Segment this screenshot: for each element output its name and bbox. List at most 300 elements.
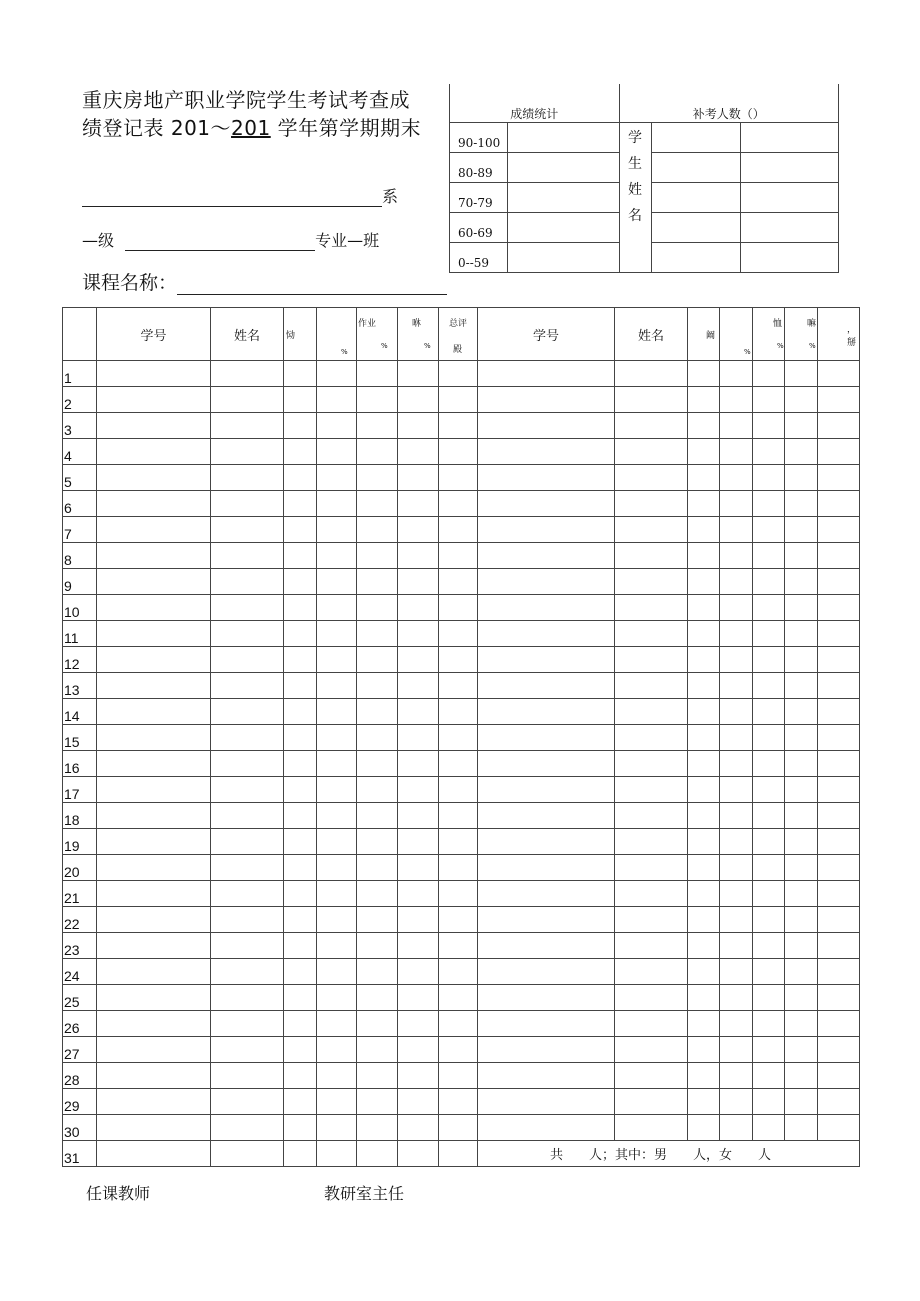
grade-cell[interactable] xyxy=(785,1063,818,1089)
grade-cell[interactable] xyxy=(211,1011,284,1037)
grade-cell[interactable] xyxy=(688,595,720,621)
grade-cell[interactable] xyxy=(398,855,439,881)
grade-cell[interactable] xyxy=(478,673,615,699)
grade-cell[interactable] xyxy=(439,361,478,387)
grade-cell[interactable] xyxy=(97,751,211,777)
grade-cell[interactable] xyxy=(785,699,818,725)
grade-cell[interactable] xyxy=(615,855,688,881)
grade-cell[interactable] xyxy=(284,387,317,413)
grade-cell[interactable] xyxy=(317,673,357,699)
grade-cell[interactable] xyxy=(357,803,398,829)
grade-cell[interactable] xyxy=(398,777,439,803)
grade-cell[interactable] xyxy=(818,933,860,959)
grade-cell[interactable] xyxy=(720,725,753,751)
grade-cell[interactable] xyxy=(284,673,317,699)
grade-cell[interactable] xyxy=(357,413,398,439)
grade-cell[interactable] xyxy=(720,751,753,777)
grade-cell[interactable] xyxy=(439,933,478,959)
grade-cell[interactable] xyxy=(284,959,317,985)
grade-cell[interactable] xyxy=(357,725,398,751)
grade-cell[interactable] xyxy=(615,1089,688,1115)
grade-cell[interactable] xyxy=(284,595,317,621)
grade-cell[interactable] xyxy=(398,361,439,387)
grade-cell[interactable] xyxy=(478,881,615,907)
grade-cell[interactable] xyxy=(284,829,317,855)
grade-cell[interactable] xyxy=(357,621,398,647)
grade-cell[interactable] xyxy=(439,621,478,647)
grade-cell[interactable] xyxy=(753,881,785,907)
grade-cell[interactable] xyxy=(357,673,398,699)
grade-cell[interactable] xyxy=(317,1115,357,1141)
grade-cell[interactable] xyxy=(439,777,478,803)
grade-cell[interactable] xyxy=(478,751,615,777)
grade-cell[interactable] xyxy=(478,595,615,621)
grade-cell[interactable] xyxy=(398,465,439,491)
grade-cell[interactable] xyxy=(284,933,317,959)
grade-cell[interactable] xyxy=(615,543,688,569)
grade-cell[interactable] xyxy=(615,933,688,959)
grade-cell[interactable] xyxy=(785,361,818,387)
grade-cell[interactable] xyxy=(818,491,860,517)
makeup-name-cell[interactable] xyxy=(741,123,839,153)
grade-cell[interactable] xyxy=(284,517,317,543)
grade-cell[interactable] xyxy=(753,673,785,699)
grade-cell[interactable] xyxy=(317,647,357,673)
grade-cell[interactable] xyxy=(818,959,860,985)
grade-cell[interactable] xyxy=(720,881,753,907)
grade-cell[interactable] xyxy=(97,959,211,985)
grade-cell[interactable] xyxy=(785,985,818,1011)
grade-cell[interactable] xyxy=(398,387,439,413)
grade-cell[interactable] xyxy=(753,517,785,543)
grade-cell[interactable] xyxy=(357,1037,398,1063)
grade-cell[interactable] xyxy=(97,699,211,725)
grade-cell[interactable] xyxy=(720,413,753,439)
grade-cell[interactable] xyxy=(615,699,688,725)
grade-cell[interactable] xyxy=(284,803,317,829)
grade-cell[interactable] xyxy=(720,1089,753,1115)
grade-cell[interactable] xyxy=(439,439,478,465)
grade-cell[interactable] xyxy=(284,1141,317,1167)
grade-cell[interactable] xyxy=(688,569,720,595)
grade-cell[interactable] xyxy=(720,647,753,673)
grade-cell[interactable] xyxy=(211,543,284,569)
grade-cell[interactable] xyxy=(785,959,818,985)
grade-cell[interactable] xyxy=(688,1011,720,1037)
grade-cell[interactable] xyxy=(753,569,785,595)
grade-cell[interactable] xyxy=(211,699,284,725)
grade-cell[interactable] xyxy=(720,673,753,699)
grade-cell[interactable] xyxy=(439,959,478,985)
grade-cell[interactable] xyxy=(615,673,688,699)
grade-cell[interactable] xyxy=(615,959,688,985)
grade-cell[interactable] xyxy=(97,621,211,647)
grade-cell[interactable] xyxy=(97,543,211,569)
grade-cell[interactable] xyxy=(398,413,439,439)
grade-cell[interactable] xyxy=(818,647,860,673)
grade-cell[interactable] xyxy=(357,543,398,569)
grade-cell[interactable] xyxy=(317,1011,357,1037)
grade-cell[interactable] xyxy=(398,1037,439,1063)
grade-cell[interactable] xyxy=(720,1011,753,1037)
grade-cell[interactable] xyxy=(211,673,284,699)
grade-cell[interactable] xyxy=(615,595,688,621)
grade-cell[interactable] xyxy=(439,881,478,907)
grade-cell[interactable] xyxy=(818,465,860,491)
grade-cell[interactable] xyxy=(211,803,284,829)
grade-cell[interactable] xyxy=(398,803,439,829)
grade-cell[interactable] xyxy=(97,803,211,829)
grade-cell[interactable] xyxy=(284,985,317,1011)
grade-cell[interactable] xyxy=(357,647,398,673)
grade-cell[interactable] xyxy=(398,1115,439,1141)
grade-cell[interactable] xyxy=(97,413,211,439)
grade-cell[interactable] xyxy=(478,361,615,387)
grade-cell[interactable] xyxy=(97,569,211,595)
grade-cell[interactable] xyxy=(688,881,720,907)
grade-cell[interactable] xyxy=(478,959,615,985)
grade-cell[interactable] xyxy=(688,1115,720,1141)
grade-cell[interactable] xyxy=(284,465,317,491)
grade-cell[interactable] xyxy=(211,465,284,491)
grade-cell[interactable] xyxy=(818,595,860,621)
grade-cell[interactable] xyxy=(818,439,860,465)
grade-cell[interactable] xyxy=(615,777,688,803)
makeup-name-cell[interactable] xyxy=(651,153,741,183)
grade-cell[interactable] xyxy=(785,855,818,881)
grade-cell[interactable] xyxy=(357,933,398,959)
range-count-cell[interactable] xyxy=(507,243,619,273)
grade-cell[interactable] xyxy=(357,439,398,465)
grade-cell[interactable] xyxy=(478,725,615,751)
makeup-name-cell[interactable] xyxy=(651,183,741,213)
grade-cell[interactable] xyxy=(357,1141,398,1167)
grade-cell[interactable] xyxy=(357,595,398,621)
grade-cell[interactable] xyxy=(688,777,720,803)
grade-cell[interactable] xyxy=(97,673,211,699)
grade-cell[interactable] xyxy=(317,933,357,959)
grade-cell[interactable] xyxy=(753,387,785,413)
grade-cell[interactable] xyxy=(97,595,211,621)
grade-cell[interactable] xyxy=(317,777,357,803)
grade-cell[interactable] xyxy=(357,517,398,543)
grade-cell[interactable] xyxy=(615,1115,688,1141)
grade-cell[interactable] xyxy=(317,413,357,439)
grade-cell[interactable] xyxy=(720,1115,753,1141)
grade-cell[interactable] xyxy=(211,1037,284,1063)
grade-cell[interactable] xyxy=(211,361,284,387)
grade-cell[interactable] xyxy=(398,829,439,855)
grade-cell[interactable] xyxy=(439,387,478,413)
grade-cell[interactable] xyxy=(398,725,439,751)
major-field[interactable] xyxy=(125,231,315,251)
grade-cell[interactable] xyxy=(357,491,398,517)
grade-cell[interactable] xyxy=(818,907,860,933)
grade-cell[interactable] xyxy=(284,413,317,439)
grade-cell[interactable] xyxy=(615,361,688,387)
makeup-name-cell[interactable] xyxy=(651,243,741,273)
grade-cell[interactable] xyxy=(753,1011,785,1037)
grade-cell[interactable] xyxy=(753,751,785,777)
grade-cell[interactable] xyxy=(615,491,688,517)
grade-cell[interactable] xyxy=(720,569,753,595)
grade-cell[interactable] xyxy=(753,361,785,387)
grade-cell[interactable] xyxy=(753,777,785,803)
grade-cell[interactable] xyxy=(317,543,357,569)
grade-cell[interactable] xyxy=(615,907,688,933)
grade-cell[interactable] xyxy=(398,673,439,699)
grade-cell[interactable] xyxy=(317,803,357,829)
grade-cell[interactable] xyxy=(753,543,785,569)
grade-cell[interactable] xyxy=(398,595,439,621)
grade-cell[interactable] xyxy=(688,673,720,699)
grade-cell[interactable] xyxy=(688,907,720,933)
grade-cell[interactable] xyxy=(720,361,753,387)
grade-cell[interactable] xyxy=(615,647,688,673)
grade-cell[interactable] xyxy=(720,1037,753,1063)
course-field[interactable] xyxy=(177,272,447,295)
grade-cell[interactable] xyxy=(688,829,720,855)
grade-cell[interactable] xyxy=(439,803,478,829)
range-count-cell[interactable] xyxy=(507,153,619,183)
grade-cell[interactable] xyxy=(720,907,753,933)
grade-cell[interactable] xyxy=(97,855,211,881)
grade-cell[interactable] xyxy=(211,439,284,465)
grade-cell[interactable] xyxy=(615,465,688,491)
grade-cell[interactable] xyxy=(688,959,720,985)
grade-cell[interactable] xyxy=(357,985,398,1011)
grade-cell[interactable] xyxy=(615,803,688,829)
grade-cell[interactable] xyxy=(753,621,785,647)
grade-cell[interactable] xyxy=(720,543,753,569)
grade-cell[interactable] xyxy=(688,855,720,881)
grade-cell[interactable] xyxy=(398,1011,439,1037)
grade-cell[interactable] xyxy=(753,1063,785,1089)
grade-cell[interactable] xyxy=(211,777,284,803)
grade-cell[interactable] xyxy=(439,413,478,439)
grade-cell[interactable] xyxy=(478,1063,615,1089)
grade-cell[interactable] xyxy=(818,1011,860,1037)
grade-cell[interactable] xyxy=(688,439,720,465)
grade-cell[interactable] xyxy=(317,569,357,595)
grade-cell[interactable] xyxy=(97,985,211,1011)
grade-cell[interactable] xyxy=(785,647,818,673)
grade-cell[interactable] xyxy=(211,1115,284,1141)
grade-cell[interactable] xyxy=(785,465,818,491)
grade-cell[interactable] xyxy=(439,699,478,725)
grade-cell[interactable] xyxy=(478,621,615,647)
grade-cell[interactable] xyxy=(398,699,439,725)
grade-cell[interactable] xyxy=(284,491,317,517)
grade-cell[interactable] xyxy=(688,1063,720,1089)
grade-cell[interactable] xyxy=(97,647,211,673)
grade-cell[interactable] xyxy=(97,829,211,855)
grade-cell[interactable] xyxy=(720,777,753,803)
grade-cell[interactable] xyxy=(284,907,317,933)
grade-cell[interactable] xyxy=(211,1089,284,1115)
grade-cell[interactable] xyxy=(357,751,398,777)
grade-cell[interactable] xyxy=(211,621,284,647)
grade-cell[interactable] xyxy=(688,387,720,413)
grade-cell[interactable] xyxy=(615,517,688,543)
grade-cell[interactable] xyxy=(317,361,357,387)
grade-cell[interactable] xyxy=(615,881,688,907)
grade-cell[interactable] xyxy=(478,985,615,1011)
grade-cell[interactable] xyxy=(753,1115,785,1141)
grade-cell[interactable] xyxy=(818,829,860,855)
grade-cell[interactable] xyxy=(615,439,688,465)
grade-cell[interactable] xyxy=(720,829,753,855)
grade-cell[interactable] xyxy=(97,1063,211,1089)
grade-cell[interactable] xyxy=(615,621,688,647)
grade-cell[interactable] xyxy=(818,855,860,881)
grade-cell[interactable] xyxy=(357,465,398,491)
grade-cell[interactable] xyxy=(818,1037,860,1063)
grade-cell[interactable] xyxy=(439,1037,478,1063)
grade-cell[interactable] xyxy=(357,777,398,803)
grade-cell[interactable] xyxy=(439,725,478,751)
grade-cell[interactable] xyxy=(753,491,785,517)
grade-cell[interactable] xyxy=(785,777,818,803)
grade-cell[interactable] xyxy=(478,1089,615,1115)
grade-cell[interactable] xyxy=(818,1063,860,1089)
grade-cell[interactable] xyxy=(439,595,478,621)
makeup-name-cell[interactable] xyxy=(741,243,839,273)
grade-cell[interactable] xyxy=(284,751,317,777)
grade-cell[interactable] xyxy=(398,959,439,985)
grade-cell[interactable] xyxy=(284,361,317,387)
grade-cell[interactable] xyxy=(688,699,720,725)
grade-cell[interactable] xyxy=(211,517,284,543)
grade-cell[interactable] xyxy=(818,985,860,1011)
grade-cell[interactable] xyxy=(97,1141,211,1167)
grade-cell[interactable] xyxy=(317,1089,357,1115)
grade-cell[interactable] xyxy=(720,387,753,413)
grade-cell[interactable] xyxy=(818,881,860,907)
range-count-cell[interactable] xyxy=(507,183,619,213)
grade-cell[interactable] xyxy=(753,595,785,621)
grade-cell[interactable] xyxy=(398,1141,439,1167)
grade-cell[interactable] xyxy=(688,647,720,673)
grade-cell[interactable] xyxy=(478,699,615,725)
grade-cell[interactable] xyxy=(615,1011,688,1037)
grade-cell[interactable] xyxy=(97,933,211,959)
grade-cell[interactable] xyxy=(688,361,720,387)
grade-cell[interactable] xyxy=(478,413,615,439)
grade-cell[interactable] xyxy=(97,1011,211,1037)
grade-cell[interactable] xyxy=(720,491,753,517)
grade-cell[interactable] xyxy=(317,959,357,985)
grade-cell[interactable] xyxy=(785,933,818,959)
grade-cell[interactable] xyxy=(688,985,720,1011)
grade-cell[interactable] xyxy=(317,985,357,1011)
grade-cell[interactable] xyxy=(615,569,688,595)
grade-cell[interactable] xyxy=(439,1063,478,1089)
grade-cell[interactable] xyxy=(284,881,317,907)
grade-cell[interactable] xyxy=(785,543,818,569)
grade-cell[interactable] xyxy=(478,491,615,517)
grade-cell[interactable] xyxy=(478,465,615,491)
grade-cell[interactable] xyxy=(720,985,753,1011)
grade-cell[interactable] xyxy=(211,413,284,439)
grade-cell[interactable] xyxy=(688,491,720,517)
grade-cell[interactable] xyxy=(211,751,284,777)
grade-cell[interactable] xyxy=(317,595,357,621)
grade-cell[interactable] xyxy=(211,829,284,855)
grade-cell[interactable] xyxy=(398,621,439,647)
grade-cell[interactable] xyxy=(284,1063,317,1089)
grade-cell[interactable] xyxy=(211,907,284,933)
grade-cell[interactable] xyxy=(785,595,818,621)
grade-cell[interactable] xyxy=(818,751,860,777)
grade-cell[interactable] xyxy=(785,1115,818,1141)
grade-cell[interactable] xyxy=(720,1063,753,1089)
grade-cell[interactable] xyxy=(439,1089,478,1115)
grade-cell[interactable] xyxy=(615,829,688,855)
grade-cell[interactable] xyxy=(398,985,439,1011)
grade-cell[interactable] xyxy=(615,985,688,1011)
grade-cell[interactable] xyxy=(785,517,818,543)
grade-cell[interactable] xyxy=(317,439,357,465)
grade-cell[interactable] xyxy=(357,1089,398,1115)
grade-cell[interactable] xyxy=(785,439,818,465)
grade-cell[interactable] xyxy=(753,959,785,985)
grade-cell[interactable] xyxy=(720,855,753,881)
grade-cell[interactable] xyxy=(753,855,785,881)
grade-cell[interactable] xyxy=(439,673,478,699)
grade-cell[interactable] xyxy=(818,777,860,803)
grade-cell[interactable] xyxy=(753,439,785,465)
grade-cell[interactable] xyxy=(688,465,720,491)
grade-cell[interactable] xyxy=(753,465,785,491)
grade-cell[interactable] xyxy=(785,829,818,855)
grade-cell[interactable] xyxy=(398,751,439,777)
grade-cell[interactable] xyxy=(211,933,284,959)
grade-cell[interactable] xyxy=(211,595,284,621)
grade-cell[interactable] xyxy=(439,985,478,1011)
grade-cell[interactable] xyxy=(317,517,357,543)
grade-cell[interactable] xyxy=(97,1089,211,1115)
grade-cell[interactable] xyxy=(439,1011,478,1037)
grade-cell[interactable] xyxy=(398,881,439,907)
grade-cell[interactable] xyxy=(317,907,357,933)
grade-cell[interactable] xyxy=(439,517,478,543)
grade-cell[interactable] xyxy=(720,621,753,647)
grade-cell[interactable] xyxy=(284,855,317,881)
grade-cell[interactable] xyxy=(398,1089,439,1115)
grade-cell[interactable] xyxy=(785,1089,818,1115)
grade-cell[interactable] xyxy=(97,777,211,803)
grade-cell[interactable] xyxy=(818,1089,860,1115)
grade-cell[interactable] xyxy=(317,855,357,881)
grade-cell[interactable] xyxy=(720,439,753,465)
grade-cell[interactable] xyxy=(688,1089,720,1115)
grade-cell[interactable] xyxy=(317,725,357,751)
grade-cell[interactable] xyxy=(478,387,615,413)
grade-cell[interactable] xyxy=(317,1141,357,1167)
grade-cell[interactable] xyxy=(753,933,785,959)
grade-cell[interactable] xyxy=(818,543,860,569)
grade-cell[interactable] xyxy=(439,1141,478,1167)
grade-cell[interactable] xyxy=(478,647,615,673)
grade-cell[interactable] xyxy=(398,491,439,517)
grade-cell[interactable] xyxy=(284,543,317,569)
grade-cell[interactable] xyxy=(97,1037,211,1063)
grade-cell[interactable] xyxy=(818,725,860,751)
range-count-cell[interactable] xyxy=(507,213,619,243)
makeup-name-cell[interactable] xyxy=(741,183,839,213)
grade-cell[interactable] xyxy=(97,387,211,413)
